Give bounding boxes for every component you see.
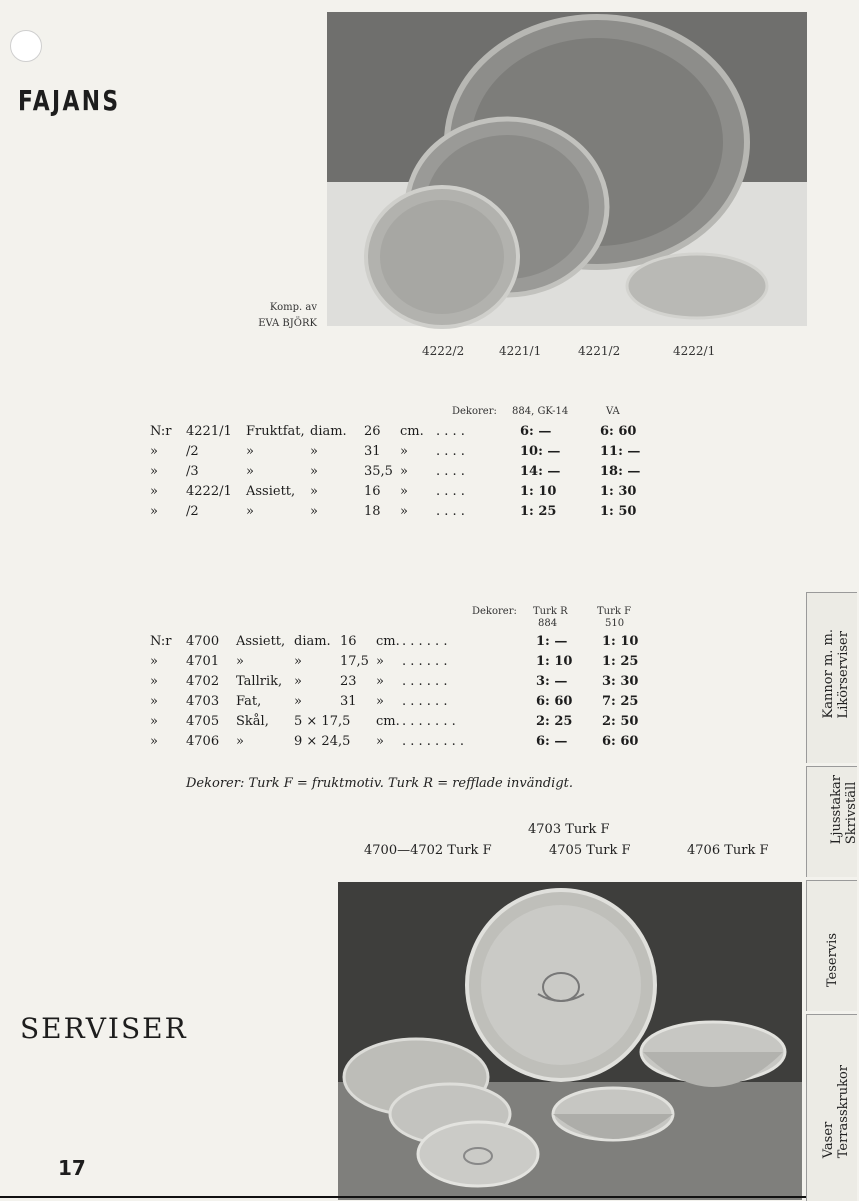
tab-ljusstakar[interactable] (806, 766, 857, 877)
price-row-nr: /2 (186, 504, 199, 519)
price-row-name: » (246, 504, 254, 519)
price-row-p1: 6: — (536, 734, 568, 749)
price-row-name: » (236, 734, 244, 749)
price-row-prefix: » (150, 734, 158, 749)
tab-ljusstakar-label: Ljusstakar Skrivställ (829, 775, 859, 845)
price-row-name: Tallrik, (236, 674, 283, 689)
price-row-nr: 4703 (186, 694, 220, 709)
price-row (0, 484, 800, 504)
price-row-unit: » (376, 674, 384, 689)
price-row-name: Fat, (236, 694, 262, 709)
price-row-dots: . . . . . . (402, 694, 448, 709)
punch-hole (10, 30, 42, 62)
price-row-name: Fruktfat, (246, 424, 305, 439)
tab-vaser[interactable] (806, 1014, 857, 1201)
price-row-unit: » (376, 694, 384, 709)
designer-credit (258, 300, 317, 332)
price-row (0, 464, 800, 484)
caption-4703: 4703 Turk F (528, 822, 610, 837)
price-row-unit: » (400, 444, 408, 459)
price-row-name: » (246, 444, 254, 459)
price-row-prefix: N:r (150, 424, 172, 439)
price-row-dots: . . . . . . (402, 674, 448, 689)
price-row-p2: 1: 30 (600, 484, 637, 499)
caption-4222-2: 4222/2 (422, 344, 465, 358)
price-row-p1: 14: — (520, 464, 561, 479)
price-row-p1: 6: 60 (536, 694, 573, 709)
price-row-nr: 4702 (186, 674, 220, 689)
price-row-prefix: » (150, 464, 158, 479)
price-row-prefix: » (150, 674, 158, 689)
price-row-p2: 1: 10 (602, 634, 639, 649)
price-row-unit: » (376, 654, 384, 669)
tab-teservis[interactable] (806, 880, 857, 1011)
price-row (0, 734, 800, 754)
decor-legend: Dekorer: Turk F = fruktmotiv. Turk R = refflade invändigt. (186, 776, 573, 791)
price-row-dim: 5 × 17,5 (294, 714, 351, 729)
bottom-col2-header: Turk F (597, 606, 632, 617)
price-row (0, 504, 800, 524)
price-row-unit: » (400, 464, 408, 479)
price-row-prefix: » (150, 694, 158, 709)
bottom-dekorer-label: Dekorer: (472, 606, 517, 617)
price-row-dots: . . . . (436, 464, 465, 479)
price-row-p2: 2: 50 (602, 714, 639, 729)
caption-4705: 4705 Turk F (549, 843, 631, 858)
price-row-dim: » (294, 694, 302, 709)
price-row (0, 694, 800, 714)
price-row-unit: cm. (400, 424, 424, 439)
caption-4221-2: 4221/2 (578, 344, 621, 358)
price-row-dim: » (294, 674, 302, 689)
credit-line-1: Komp. av (269, 302, 317, 313)
price-row-p2: 7: 25 (602, 694, 639, 709)
price-row-p2: 3: 30 (602, 674, 639, 689)
price-row-size: 23 (340, 674, 357, 689)
credit-line-2: EVA BJÖRK (258, 318, 317, 329)
bottom-photo (338, 882, 802, 1200)
price-row-dots: . . . . (436, 504, 465, 519)
price-row-p1: 6: — (520, 424, 552, 439)
price-row-p2: 18: — (600, 464, 641, 479)
price-row-dim: 9 × 24,5 (294, 734, 351, 749)
price-row-size: 17,5 (340, 654, 369, 669)
price-row-dots: . . . . . . (402, 654, 448, 669)
price-row-unit: » (400, 504, 408, 519)
price-row-p2: 6: 60 (600, 424, 637, 439)
price-row-dim: » (310, 444, 318, 459)
price-row-dots: . . . . (436, 424, 465, 439)
price-row-prefix: » (150, 504, 158, 519)
price-row-dots: . . . . . . . . (402, 734, 464, 749)
price-row-unit: cm. (376, 714, 400, 729)
price-row-p1: 3: — (536, 674, 568, 689)
price-row-prefix: N:r (150, 634, 172, 649)
price-row-nr: 4222/1 (186, 484, 232, 499)
price-row-dim: » (310, 484, 318, 499)
price-row (0, 424, 800, 444)
caption-4706: 4706 Turk F (687, 843, 769, 858)
bottom-col1-sub: 884 (538, 618, 558, 629)
top-col1-header: 884, GK-14 (512, 406, 569, 417)
tab-kannor[interactable] (806, 592, 857, 763)
price-row-dim: diam. (310, 424, 347, 439)
price-row (0, 714, 800, 734)
price-row-dots: . . . . (436, 444, 465, 459)
section-title: FAJANS (18, 84, 121, 117)
price-row-dots: . . . . . . . (402, 714, 456, 729)
caption-4222-1: 4222/1 (673, 344, 716, 358)
price-row-dim: » (294, 654, 302, 669)
price-row-prefix: » (150, 714, 158, 729)
price-row-nr: 4701 (186, 654, 220, 669)
price-row-size: 16 (340, 634, 357, 649)
price-row-unit: cm. (376, 634, 400, 649)
price-row (0, 634, 800, 654)
price-row (0, 674, 800, 694)
price-row-name: Assiett, (246, 484, 296, 499)
price-row-p1: 1: 25 (520, 504, 557, 519)
tab-kannor-label: Kannor m. m. Likörserviser (821, 629, 851, 719)
top-photo (327, 12, 807, 326)
price-row-dim: diam. (294, 634, 331, 649)
price-row-nr: 4706 (186, 734, 220, 749)
price-row-p1: 1: — (536, 634, 568, 649)
price-row-dots: . . . . . . (402, 634, 448, 649)
tab-vaser-label: Vaser Terrasskrukor (821, 1065, 851, 1159)
bottom-col1-header: Turk R (533, 606, 568, 617)
price-row-size: 26 (364, 424, 381, 439)
price-row-nr: 4700 (186, 634, 220, 649)
price-row-prefix: » (150, 654, 158, 669)
page-number: 17 (58, 1156, 86, 1180)
price-row-size: 18 (364, 504, 381, 519)
price-row-p1: 1: 10 (536, 654, 573, 669)
price-row-nr: 4705 (186, 714, 220, 729)
price-row-p2: 6: 60 (602, 734, 639, 749)
price-row-nr: /2 (186, 444, 199, 459)
caption-4221-1: 4221/1 (499, 344, 542, 358)
price-row-nr: /3 (186, 464, 199, 479)
price-row-unit: » (376, 734, 384, 749)
top-dekorer-label: Dekorer: (452, 406, 497, 417)
price-row-p2: 1: 50 (600, 504, 637, 519)
price-row-p2: 1: 25 (602, 654, 639, 669)
price-row-name: » (236, 654, 244, 669)
price-row-size: 31 (364, 444, 381, 459)
price-row-dim: » (310, 504, 318, 519)
bottom-rule (0, 1196, 808, 1198)
price-row-prefix: » (150, 484, 158, 499)
subsection-title: SERVISER (20, 1012, 188, 1045)
price-row-p1: 2: 25 (536, 714, 573, 729)
price-row-name: » (246, 464, 254, 479)
price-row (0, 444, 800, 464)
price-row-prefix: » (150, 444, 158, 459)
tab-teservis-label: Teservis (825, 933, 840, 988)
price-row (0, 654, 800, 674)
price-row-name: Skål, (236, 714, 269, 729)
price-row-dots: . . . . (436, 484, 465, 499)
price-row-p1: 10: — (520, 444, 561, 459)
price-row-dim: » (310, 464, 318, 479)
price-row-nr: 4221/1 (186, 424, 232, 439)
price-row-size: 35,5 (364, 464, 393, 479)
price-row-p1: 1: 10 (520, 484, 557, 499)
caption-4700-4702: 4700—4702 Turk F (364, 843, 492, 858)
price-row-size: 16 (364, 484, 381, 499)
top-col2-header: VA (606, 406, 620, 417)
price-row-p2: 11: — (600, 444, 641, 459)
price-row-size: 31 (340, 694, 357, 709)
bottom-col2-sub: 510 (605, 618, 625, 629)
price-row-unit: » (400, 484, 408, 499)
price-row-name: Assiett, (236, 634, 286, 649)
